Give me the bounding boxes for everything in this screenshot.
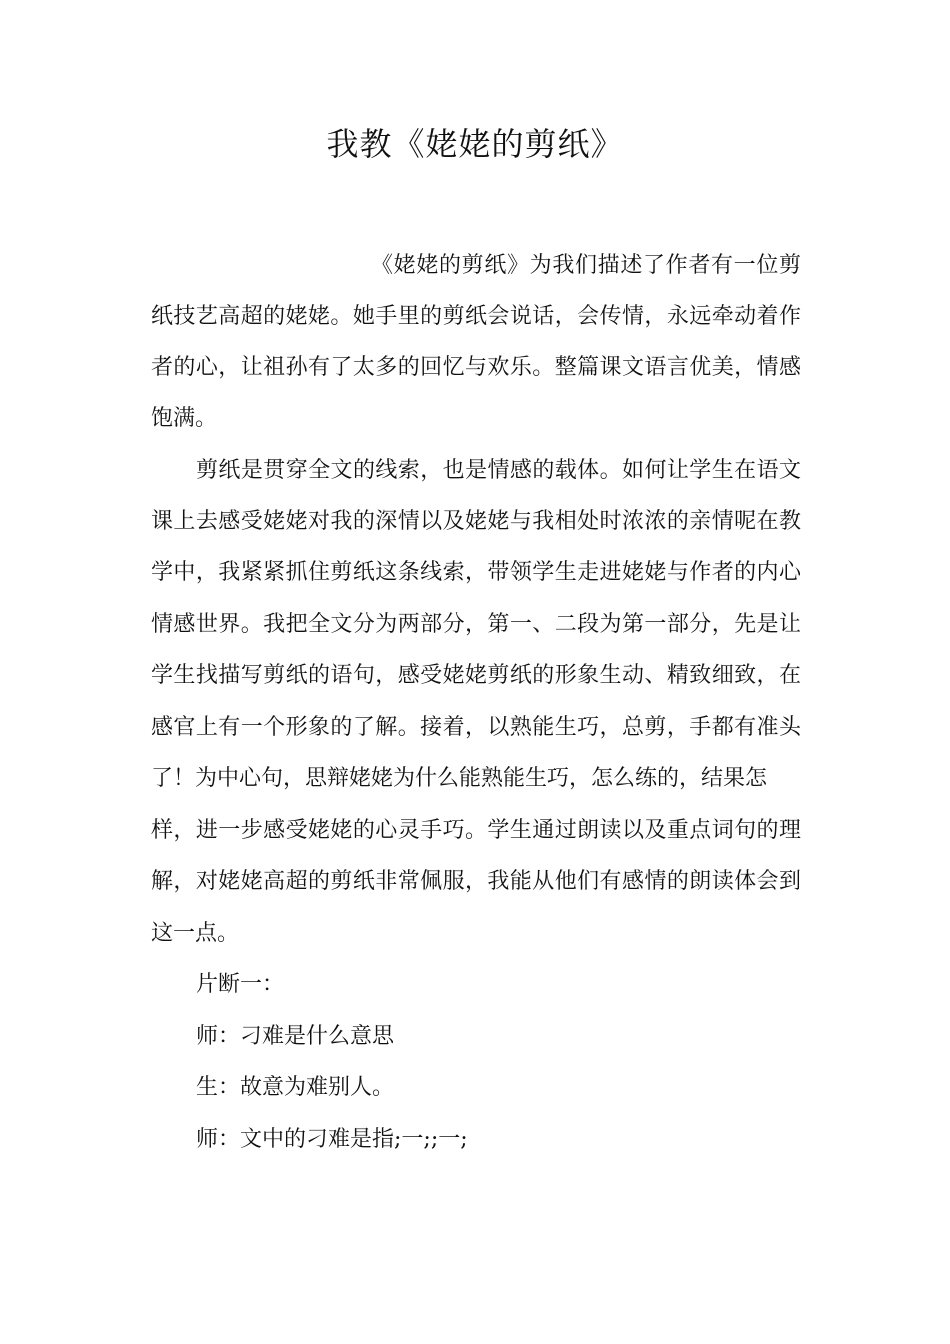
paragraph-2-line-2: 课上去感受姥姥对我的深情以及姥姥与我相处时浓浓的亲情呢在教	[151, 509, 801, 534]
paragraph-2-line-7: 了！为中心句，思辩姥姥为什么能熟能生巧，怎么练的，结果怎	[151, 766, 768, 791]
dialogue-line-2: 生：故意为难别人。	[196, 1075, 395, 1100]
paragraph-2-line-4: 情感世界。我把全文分为两部分，第一、二段为第一部分，先是让	[151, 612, 801, 637]
paragraph-2-line-8: 样，进一步感受姥姥的心灵手巧。学生通过朗读以及重点词句的理	[151, 818, 801, 843]
paragraph-2-line-3: 学中，我紧紧抓住剪纸这条线索，带领学生走进姥姥与作者的内心	[151, 560, 801, 585]
paragraph-1-line-4: 饱满。	[151, 406, 218, 431]
paragraph-1-line-2: 纸技艺高超的姥姥。她手里的剪纸会说话，会传情，永远牵动着作	[151, 304, 801, 329]
paragraph-2-line-10: 这一点。	[151, 921, 240, 946]
paragraph-1-line-3: 者的心，让祖孙有了太多的回忆与欢乐。整篇课文语言优美，情感	[151, 355, 801, 380]
paragraph-1-line-1: 《姥姥的剪纸》为我们描述了作者有一位剪	[371, 253, 801, 278]
dialogue-line-3: 师：文中的刁难是指;一;;一;	[196, 1127, 468, 1152]
page-title: 我教《姥姥的剪纸》	[326, 125, 624, 163]
fragment-label: 片断一：	[196, 972, 285, 997]
paragraph-2-line-1: 剪纸是贯穿全文的线索，也是情感的载体。如何让学生在语文	[196, 458, 801, 483]
paragraph-2-line-6: 感官上有一个形象的了解。接着，以熟能生巧，总剪，手都有准头	[151, 715, 801, 740]
paragraph-2-line-9: 解，对姥姥高超的剪纸非常佩服，我能从他们有感情的朗读体会到	[151, 869, 801, 894]
paragraph-2-line-5: 学生找描写剪纸的语句，感受姥姥剪纸的形象生动、精致细致，在	[151, 663, 801, 688]
dialogue-line-1: 师：刁难是什么意思	[196, 1024, 395, 1049]
